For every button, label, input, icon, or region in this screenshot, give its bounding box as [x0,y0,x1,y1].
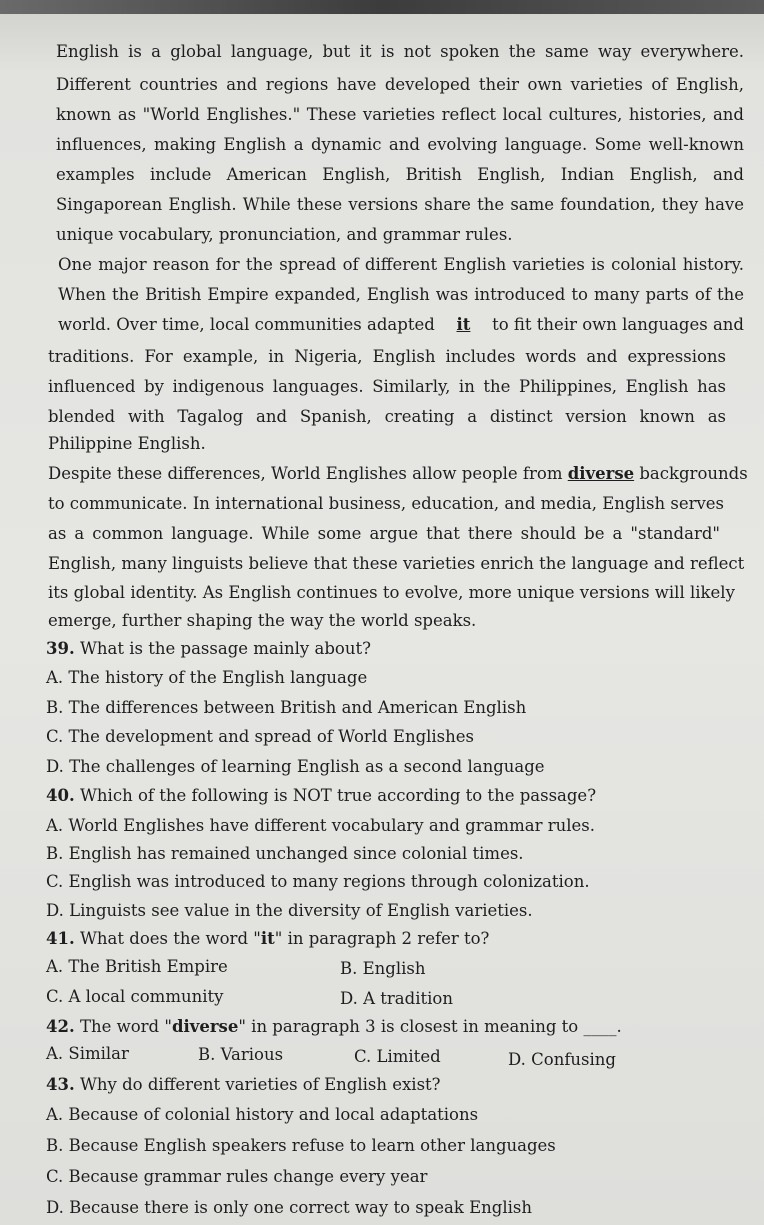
top-edge-shadow [0,0,764,14]
answer-option[interactable]: C. The development and spread of World Englishes [46,727,475,746]
text-line: One major reason for the spread of different English varieties is colonial history. [58,255,744,274]
text-line [58,315,744,335]
text-fragment: world. Over time, local communities adapted [58,315,441,334]
question-number: 39. [46,639,75,658]
answer-option[interactable]: A. The history of the English language [46,668,368,687]
answer-option[interactable]: C. Limited [354,1047,441,1066]
question-stem [46,786,596,806]
question-stem [46,929,489,949]
answer-option[interactable]: C. Because grammar rules change every year [46,1167,428,1186]
text-line: known as "World Englishes." These varieties reflect local cultures, histories, and [56,105,744,124]
text-line: emerge, further shaping the way the world speaks. [48,611,477,630]
text-fragment: to fit their own languages and [486,315,744,334]
text-line: its global identity. As English continues to evolve, more unique versions will likely [48,583,735,602]
text-line: examples include American English, British English, Indian English, and [56,165,744,184]
answer-option[interactable]: C. English was introduced to many regions through colonization. [46,872,590,891]
answer-option[interactable]: D. The challenges of learning English as a second language [46,757,545,776]
text-fragment: backgrounds [634,464,748,483]
answer-option[interactable]: D. Because there is only one correct way to speak English [46,1198,533,1217]
text-line: Singaporean English. While these versions share the same foundation, they have [56,195,744,214]
answer-option[interactable]: B. English has remained unchanged since colonial times. [46,844,524,863]
question-text: The word " [74,1017,172,1036]
quoted-word: diverse [171,1017,239,1036]
text-line: influenced by indigenous languages. Similarly, in the Philippines, English has [48,377,726,396]
text-line: English, many linguists believe that these varieties enrich the language and reflect [48,554,745,573]
answer-option[interactable]: A. The British Empire [46,957,228,976]
text-line: as a common language. While some argue that there should be a "standard" [48,524,720,543]
answer-option[interactable]: B. Because English speakers refuse to learn other languages [46,1136,556,1155]
question-text: Which of the following is NOT true according to the passage? [74,786,597,805]
answer-option[interactable]: D. Confusing [508,1050,616,1069]
question-number: 42. [46,1017,75,1036]
question-stem [46,639,371,659]
answer-option[interactable]: B. The differences between British and American English [46,698,527,717]
question-number: 41. [46,929,75,948]
text-line: Different countries and regions have developed their own varieties of English, [56,75,744,94]
text-line: traditions. For example, in Nigeria, English includes words and expressions [48,347,726,366]
answer-option[interactable]: D. Linguists see value in the diversity of English varieties. [46,901,533,920]
answer-option[interactable]: A. Similar [46,1044,129,1063]
text-line: unique vocabulary, pronunciation, and grammar rules. [56,225,513,244]
text-line: blended with Tagalog and Spanish, creating a distinct version known as [48,407,726,426]
question-number: 40. [46,786,75,805]
question-text: Why do different varieties of English exist? [74,1075,441,1094]
underlined-word-it: it [456,315,471,334]
question-stem [46,1075,441,1095]
answer-option[interactable]: D. A tradition [340,989,453,1008]
question-text: " in paragraph 3 is closest in meaning to ____. [238,1017,622,1036]
text-line: to communicate. In international business, education, and media, English serves [48,494,725,513]
question-text: What does the word " [74,929,261,948]
text-line: English is a global language, but it is not spoken the same way everywhere. [56,42,744,61]
quoted-word: it [260,929,275,948]
question-number: 43. [46,1075,75,1094]
question-stem [46,1017,622,1037]
answer-option[interactable]: C. A local community [46,987,224,1006]
text-line: influences, making English a dynamic and evolving language. Some well-known [56,135,744,154]
text-fragment: Despite these differences, World Englishes allow people from [48,464,568,483]
text-line: Philippine English. [48,434,206,453]
text-line: When the British Empire expanded, English was introduced to many parts of the [58,285,744,304]
underlined-word-diverse: diverse [567,464,635,483]
answer-option[interactable]: A. Because of colonial history and local adaptations [46,1105,479,1124]
question-text: What is the passage mainly about? [74,639,371,658]
answer-option[interactable]: B. Various [198,1045,284,1064]
question-text: " in paragraph 2 refer to? [274,929,490,948]
text-line [48,464,748,484]
answer-option[interactable]: A. World Englishes have different vocabulary and grammar rules. [46,816,595,835]
answer-option[interactable]: B. English [340,959,426,978]
